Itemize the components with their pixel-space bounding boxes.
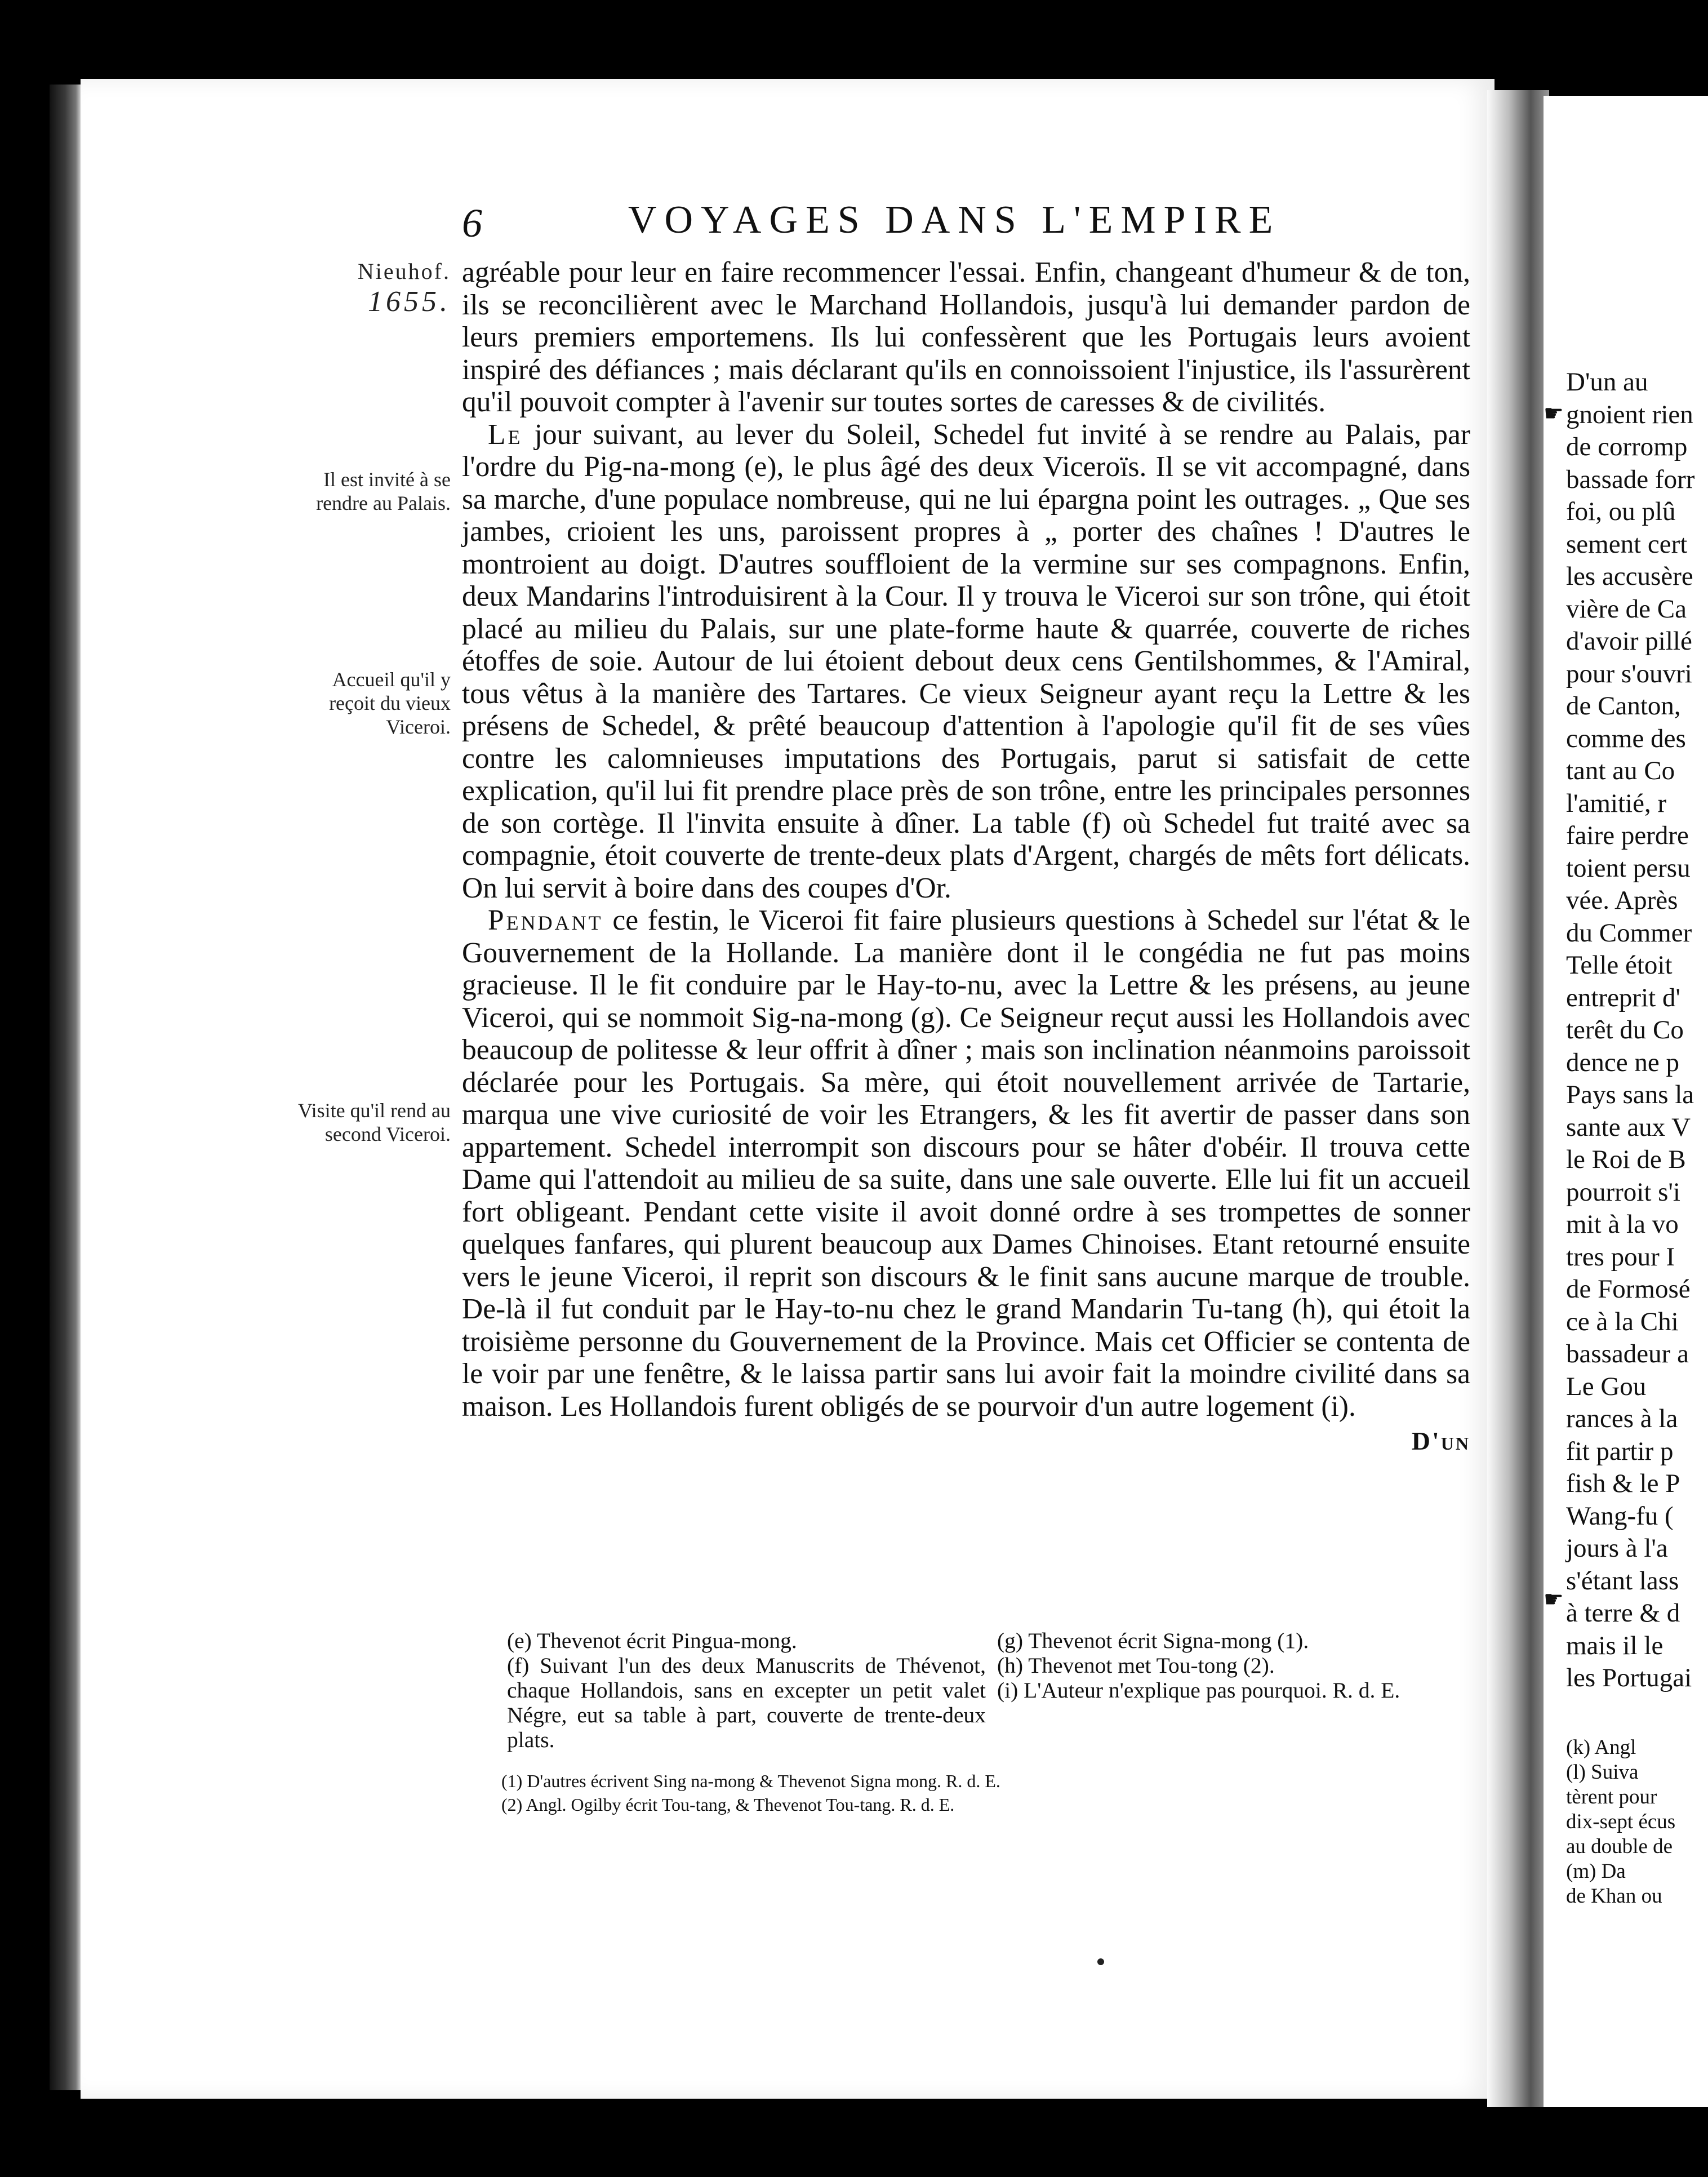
next-page-note-line: de Khan ou: [1566, 1885, 1662, 1908]
page-number: 6: [462, 201, 482, 246]
next-page-line: D'un au: [1566, 367, 1648, 397]
next-page-line: les Portugai: [1566, 1663, 1692, 1692]
next-page-line: Pays sans la: [1566, 1080, 1694, 1109]
book-binding: [50, 85, 81, 2090]
next-page-line: entreprit d': [1566, 983, 1680, 1012]
next-page-line: mit à la vo: [1566, 1210, 1679, 1239]
next-page-line: sement cert: [1566, 529, 1688, 559]
next-page-fragment: [1544, 96, 1708, 2107]
paragraph-1: agréable pour leur en faire recommencer l'essai. Enfin, changeant d'humeur & de ton, ils se reconcilièrent avec le Marchand Hollandois, jusqu'à lui demander pardon de leurs premiers emportemens. Ils lui confessèrent que les Portugais leurs avoient inspiré des défiances ; mais déclarant qu'ils en connoissoient l'injustice, ils l'assurèrent qu'il pouvoit compter à l'avenir sur toutes sortes de caresses & de civilités.: [462, 256, 1470, 418]
next-page-line: tres pour I: [1566, 1242, 1675, 1272]
next-page-line: de Formosé: [1566, 1274, 1691, 1304]
next-page-line: dence ne p: [1566, 1047, 1679, 1077]
next-page-line: de corromp: [1566, 432, 1688, 461]
footnote-e: (e) Thevenot écrit Pingua-mong.: [507, 1628, 797, 1653]
next-page-line: jours à l'a: [1566, 1534, 1668, 1563]
paragraph-2-text: jour suivant, au lever du Soleil, Schedel fut invité à se rendre au Palais, par l'ordre du Pig-na-mong (e), le plus âgé des deux Viceroïs. Il se vit accompagné, dans sa marche, d'une populace nombreuse, qui ne lui épargna point les outrages. „ Que ses jambes, crioient les uns, paroissent propres à „ porter des chaînes ! D'autres le montroient au doigt. D'autres souffloient de la vermine sur ses compagnons. Enfin, deux Mandarins l'introduisirent à la Cour. Il y trouva le Viceroi sur son trône, qui étoit placé au milieu du Palais, sur une plate-forme haute & quarrée, couverte de riches étoffes de soie. Autour de lui étoient debout deux cens Gentilshommes, & l'Amiral, tous vêtus à la manière des Tartares. Ce vieux Seigneur ayant reçu la Lettre & les présens de Schedel, & prêté beaucoup d'attention à l'apologie qu'il fit de ses vûes contre les calomnieuses imputations des Portugais, parut si satisfait de cette explication, qu'il lui fit prendre place près de son trône, entre les principales personnes de son cortège. Il l'invita ensuite à dîner. La table (f) où Schedel fut traité avec sa compagnie, étoit couverte de trente-deux plats d'Argent, chargés de mêts fort délicats. On lui servit à boire dans des coupes d'Or.: [462, 418, 1470, 904]
next-page-line: comme des: [1566, 723, 1686, 753]
next-page-line: mais il le: [1566, 1630, 1663, 1660]
subnote-2: (2) Angl. Ogilby écrit Tou-tang, & Thevenot Tou-tang. R. d. E.: [501, 1794, 955, 1815]
next-page-notes: [1566, 1735, 1675, 1909]
margin-note-reception: Accueil qu'il y reçoit du vieux Viceroi.: [329, 668, 451, 738]
next-page-line: Wang-fu (: [1566, 1501, 1674, 1531]
next-page-note-line: au double de: [1566, 1835, 1673, 1858]
footnote-i: (i) L'Auteur n'explique pas pourquoi. R. d. E.: [997, 1678, 1400, 1703]
next-page-line: pour s'ouvri: [1566, 659, 1692, 688]
next-page-note-line: tèrent pour: [1566, 1785, 1657, 1809]
next-page-line: gnoient rien: [1566, 399, 1693, 429]
running-title: VOYAGES DANS L'EMPIRE: [628, 198, 1281, 242]
footnote-g: (g) Thevenot écrit Signa-mong (1).: [997, 1628, 1309, 1653]
next-page-line: bassadeur a: [1566, 1339, 1689, 1369]
next-page-line: Le Gou: [1566, 1371, 1647, 1401]
next-page-line: pourroit s'i: [1566, 1177, 1680, 1207]
next-page-line: à terre & d: [1566, 1598, 1680, 1628]
next-page-line: terêt du Co: [1566, 1015, 1684, 1045]
next-page-line: Telle étoit: [1566, 950, 1673, 980]
footnotes-right: [997, 1628, 1470, 1703]
paragraph-2: [462, 419, 1470, 905]
margin-author-name: Nieuhof.: [357, 259, 451, 284]
next-page-line: l'amitié, r: [1566, 788, 1667, 818]
next-page-line: fish & le P: [1566, 1469, 1680, 1498]
next-page-line: sante aux V: [1566, 1112, 1691, 1142]
next-page-line: tant au Co: [1566, 756, 1675, 785]
footnote-h: (h) Thevenot met Tou-tong (2).: [997, 1653, 1275, 1678]
next-page-line: les accusère: [1566, 562, 1693, 591]
paragraph-3: [462, 904, 1470, 1423]
next-page-note-line: (m) Da: [1566, 1860, 1626, 1883]
margin-year: 1655.: [368, 286, 451, 318]
next-page-line: faire perdre: [1566, 821, 1689, 850]
editor-subnotes: [501, 1769, 1470, 1816]
next-page-note-line: dix-sept écus: [1566, 1810, 1676, 1833]
next-page-line: le Roi de B: [1566, 1145, 1686, 1174]
subnote-1: (1) D'autres écrivent Sing na-mong & Thevenot Signa mong. R. d. E.: [501, 1771, 1000, 1791]
footnotes-left: [507, 1628, 986, 1752]
paragraph-3-lead: Pendant: [488, 904, 603, 936]
next-page-line: toient persu: [1566, 853, 1691, 883]
page-header: [0, 194, 1708, 251]
next-page-line: foi, ou plû: [1566, 497, 1676, 526]
page-gutter: [1487, 90, 1549, 2107]
next-page-line: du Commer: [1566, 918, 1692, 948]
next-page-line: vière de Ca: [1566, 594, 1687, 624]
next-page-line: de Canton,: [1566, 691, 1681, 721]
next-page-line: s'étant lass: [1566, 1566, 1679, 1596]
footnote-f: (f) Suivant l'un des deux Manuscrits de Thévenot, chaque Hollandois, sans en excepter un petit valet Négre, eut sa table à part, couverte de trente-deux plats.: [507, 1653, 986, 1752]
next-page-line: ce à la Chi: [1566, 1307, 1679, 1336]
paragraph-2-lead: Le: [488, 418, 523, 451]
fist-icon: ☛: [1544, 1587, 1564, 1612]
page-dot-mark: [1097, 1958, 1104, 1965]
margin-author: [287, 256, 451, 317]
fist-icon: ☛: [1544, 401, 1564, 426]
main-text: [462, 256, 1470, 1458]
next-page-lines: [1566, 366, 1694, 1695]
next-page-line: vée. Après: [1566, 886, 1678, 915]
margin-note-palace: Il est invité à se rendre au Palais.: [316, 468, 451, 514]
next-page-note-line: (k) Angl: [1566, 1736, 1636, 1759]
next-page-line: bassade forr: [1566, 464, 1695, 494]
next-page-line: fit partir p: [1566, 1436, 1674, 1466]
margin-note-visit: Visite qu'il rend au second Viceroi.: [297, 1099, 451, 1145]
next-page-line: rances à la: [1566, 1404, 1678, 1433]
catchword: D'un: [1411, 1427, 1470, 1455]
paragraph-3-text: ce festin, le Viceroi fit faire plusieurs questions à Schedel sur l'état & le Gouvernement de la Hollande. La manière dont il le congédia ne fut pas moins gracieuse. Il le fit conduire par le Hay-to-nu, avec la Lettre & les présens, au jeune Viceroi, qui se nommoit Sig-na-mong (g). Ce Seigneur reçut aussi les Hollandois avec beaucoup de politesse & leur offrit à dîner ; mais son inclination néanmoins paroissoit déclarée pour les Portugais. Sa mère, qui étoit nouvellement arrivée de Tartarie, marqua une vive curiosité de voir les Etrangers, & les fit avertir de passer dans son appartement. Schedel interrompit son discours pour se hâter d'obéir. Il trouva cette Dame qui l'attendoit au milieu de sa suite, dans une sale ouverte. Elle lui fit un accueil fort obligeant. Pendant cette visite il avoit donné ordre à ses trompettes de sonner quelques fanfares, qui plurent beaucoup aux Dames Chinoises. Etant retourné ensuite vers le jeune Viceroi, il reprit son discours & le finit sans aucune marque de trouble. De-là il fut conduit par le Hay-to-nu chez le grand Mandarin Tu-tang (h), qui étoit la troisième personne du Gouvernement de la Province. Mais cet Officier se contenta de le voir par une fenêtre, & le laissa partir sans lui avoir fait la moindre civilité dans sa maison. Les Hollandois furent obligés de se pourvoir d'un autre logement (i).: [462, 904, 1470, 1423]
next-page-line: d'avoir pillé: [1566, 627, 1692, 656]
next-page-note-line: (l) Suiva: [1566, 1761, 1639, 1784]
